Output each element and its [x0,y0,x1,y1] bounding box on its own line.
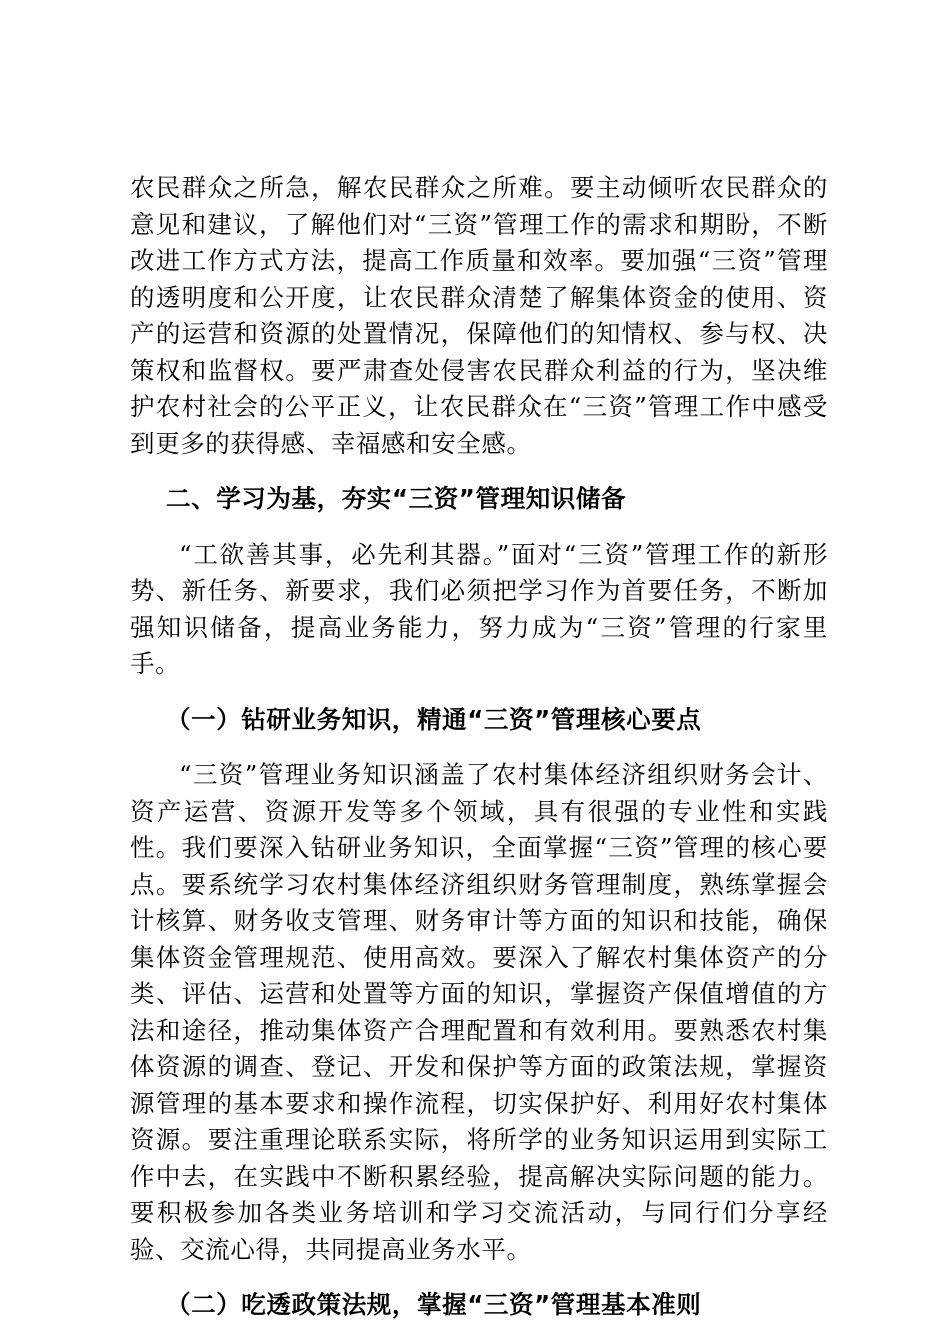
paragraph-continuation: 农民群众之所急，解农民群众之所难。要主动倾听农民群众的意见和建议，了解他们对“三资”管理工作的需求和期盼，不断改进工作方式方法，提高工作质量和效率。要加强“三资”管理的透明度和公开度，让农民群众清楚了解集体资金的使用、资产的运营和资源的处置情况，保障他们的知情权、参与权、决策权和监督权。要严肃查处侵害农民群众利益的行为，坚决维护农村社会的公平正义，让农民群众在“三资”管理工作中感受到更多的获得感、幸福感和安全感。 [130,173,828,458]
spacer [130,738,828,757]
paragraph-subsection-1: “三资”管理业务知识涵盖了农村集体经济组织财务会计、资产运营、资源开发等多个领域，具有很强的专业性和实践性。我们要深入钻研业务知识，全面掌握“三资”管理的核心要点。要系统学习农村集体经济组织财务管理制度，熟练掌握会计核算、财务收支管理、财务审计等方面的知识和技能，确保集体资金管理规范、使用高效。要深入了解农村集体资产的分类、评估、运营和处置等方面的知识，掌握资产保值增值的方法和途径，推动集体资产合理配置和有效利用。要熟悉农村集体资源的调查、登记、开发和保护等方面的政策法规，掌握资源管理的基本要求和操作流程，切实保护好、利用好农村集体资源。要注重理论联系实际，将所学的业务知识运用到实际工作中去，在实践中不断积累经验，提高解决实际问题的能力。要积极参加各类业务培训和学习交流活动，与同行们分享经验、交流心得，共同提高业务水平。 [130,760,828,1264]
spacer [130,462,828,481]
subsection-heading-1: （一）钻研业务知识，精通“三资”管理核心要点 [166,704,702,734]
spacer [130,518,828,537]
spacer [130,1268,828,1287]
spacer [130,683,828,702]
paragraph-section-2-intro: “工欲善其事，必先利其器。”面对“三资”管理工作的新形势、新任务、新要求，我们必须把学习作为首要任务，不断加强知识储备，提高业务能力，努力成为“三资”管理的行家里手。 [130,539,828,678]
document-body [130,170,828,1324]
section-heading-2: 二、学习为基，夯实“三资”管理知识储备 [166,484,627,513]
subsection-heading-2: （二）吃透政策法规，掌握“三资”管理基本准则 [166,1290,702,1319]
